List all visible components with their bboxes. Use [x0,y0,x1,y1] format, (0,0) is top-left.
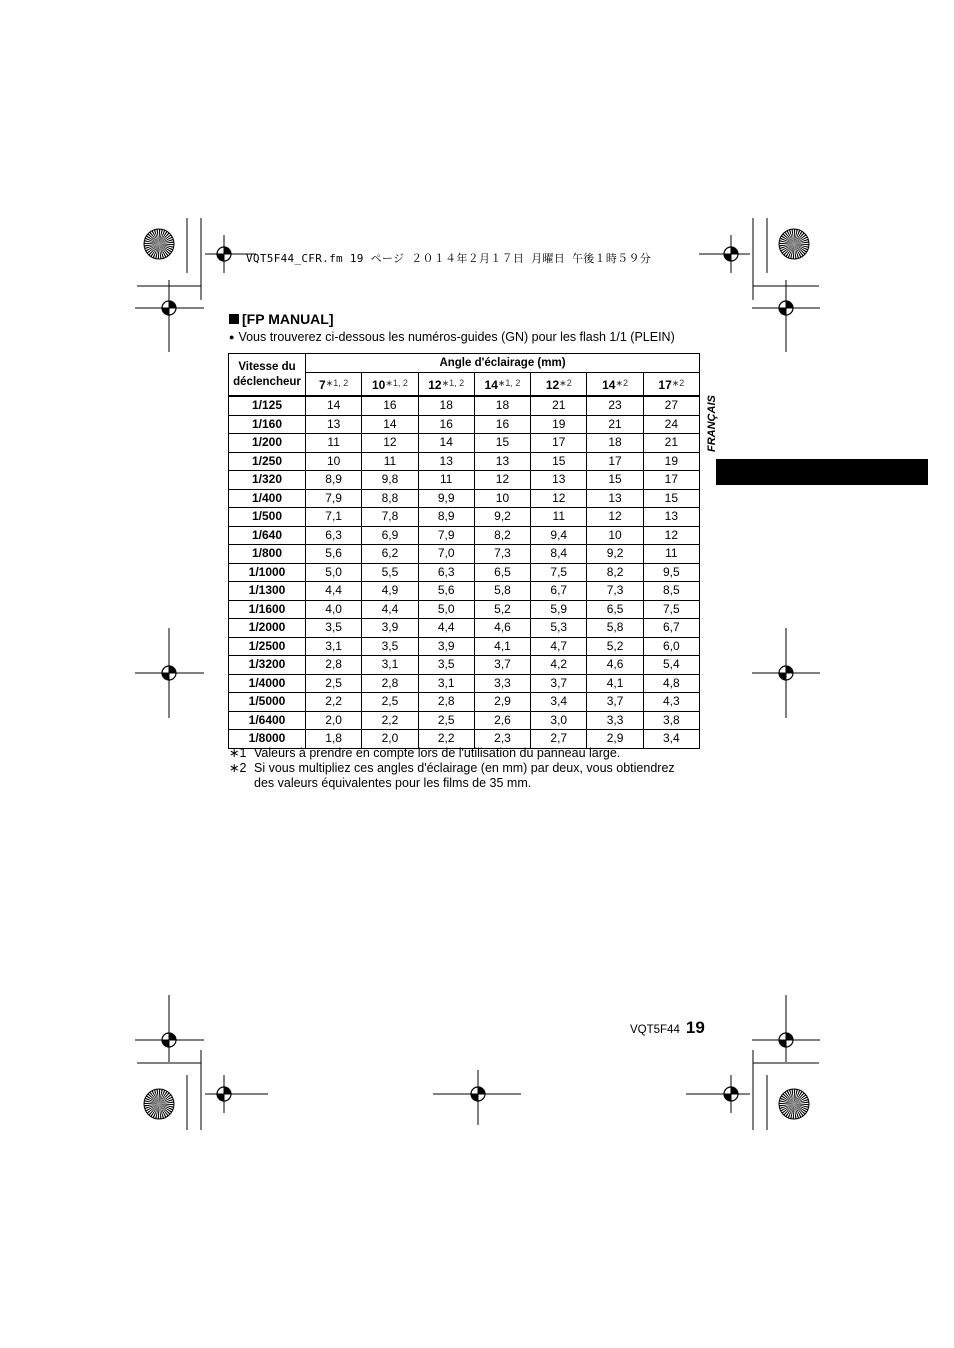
language-label: FRANÇAIS [706,395,718,452]
column-footnote-ref: ∗1, 2 [385,377,408,388]
angle-column-header [587,373,643,397]
guide-number-cell: 9,4 [531,526,587,545]
bullet-icon: ● [229,332,235,342]
shutter-speed-cell: 1/6400 [229,711,306,730]
column-footnote-ref: ∗2 [615,377,628,388]
guide-number-cell: 4,7 [531,637,587,656]
shutter-speed-cell: 1/1600 [229,600,306,619]
shutter-speed-cell: 1/4000 [229,674,306,693]
guide-number-cell: 8,9 [418,508,474,527]
guide-number-cell: 7,3 [474,545,530,564]
guide-number-cell: 27 [643,396,699,415]
guide-number-cell: 4,4 [362,600,418,619]
guide-number-cell: 11 [362,452,418,471]
guide-number-cell: 5,8 [587,619,643,638]
table-row [229,489,700,508]
square-bullet-icon [229,314,239,324]
model-code: VQT5F44 [630,1024,680,1036]
guide-number-cell: 3,7 [474,656,530,675]
table-row [229,619,700,638]
guide-number-cell: 2,0 [306,711,362,730]
guide-number-cell: 13 [643,508,699,527]
shutter-speed-cell: 1/8000 [229,730,306,749]
guide-number-cell: 13 [587,489,643,508]
guide-number-cell: 3,3 [587,711,643,730]
guide-number-cell: 4,1 [587,674,643,693]
guide-number-cell: 10 [474,489,530,508]
shutter-speed-cell: 1/400 [229,489,306,508]
guide-number-cell: 2,5 [418,711,474,730]
guide-number-cell: 17 [643,471,699,490]
guide-number-cell: 6,3 [306,526,362,545]
guide-number-cell: 11 [643,545,699,564]
guide-number-cell: 4,4 [418,619,474,638]
guide-number-cell: 21 [587,415,643,434]
guide-number-cell: 4,0 [306,600,362,619]
guide-number-cell: 2,8 [362,674,418,693]
guide-number-cell: 13 [531,471,587,490]
guide-number-cell: 5,5 [362,563,418,582]
guide-number-cell: 2,7 [531,730,587,749]
section-heading [229,311,334,327]
guide-number-cell: 7,3 [587,582,643,601]
shutter-speed-cell: 1/500 [229,508,306,527]
shutter-speed-cell: 1/320 [229,471,306,490]
guide-number-cell: 3,8 [643,711,699,730]
guide-number-cell: 2,2 [418,730,474,749]
table-row [229,508,700,527]
guide-number-cell: 19 [531,415,587,434]
shutter-speed-cell: 1/1000 [229,563,306,582]
guide-number-cell: 3,1 [362,656,418,675]
guide-number-cell: 3,4 [643,730,699,749]
guide-number-cell: 5,2 [474,600,530,619]
guide-number-cell: 6,0 [643,637,699,656]
page-number: 19 [685,1018,705,1037]
angle-column-header [474,373,530,397]
guide-number-cell: 8,8 [362,489,418,508]
guide-number-cell: 13 [418,452,474,471]
guide-number-cell: 4,2 [531,656,587,675]
guide-number-cell: 16 [474,415,530,434]
guide-number-cell: 6,2 [362,545,418,564]
guide-number-cell: 3,5 [418,656,474,675]
angle-column-header [362,373,418,397]
table-row [229,693,700,712]
guide-number-table [228,353,700,749]
guide-number-cell: 7,9 [418,526,474,545]
guide-number-cell: 15 [587,471,643,490]
footnote-marker: ∗2 [229,761,247,775]
shutter-speed-cell: 1/250 [229,452,306,471]
guide-number-cell: 7,5 [643,600,699,619]
file-header: VQT5F44_CFR.fm 19 ページ ２０１４年２月１７日 月曜日 午後１時５９分 [246,252,652,265]
guide-number-cell: 7,5 [531,563,587,582]
guide-number-cell: 12 [531,489,587,508]
guide-number-cell: 16 [362,396,418,415]
guide-number-cell: 11 [418,471,474,490]
guide-number-cell: 12 [362,434,418,453]
footnote-1 [229,746,620,761]
guide-number-cell: 12 [474,471,530,490]
guide-number-cell: 6,5 [587,600,643,619]
column-label: 14 [602,377,616,392]
guide-number-cell: 7,8 [362,508,418,527]
guide-number-cell: 3,9 [418,637,474,656]
guide-number-cell: 1,8 [306,730,362,749]
guide-number-cell: 18 [474,396,530,415]
guide-number-cell: 14 [306,396,362,415]
table-row [229,415,700,434]
guide-number-cell: 3,5 [362,637,418,656]
guide-number-cell: 4,8 [643,674,699,693]
guide-number-cell: 12 [587,508,643,527]
guide-number-cell: 3,1 [418,674,474,693]
guide-number-cell: 13 [474,452,530,471]
table-row [229,545,700,564]
guide-number-cell: 5,8 [474,582,530,601]
guide-number-cell: 5,9 [531,600,587,619]
guide-number-cell: 15 [531,452,587,471]
guide-number-cell: 9,2 [587,545,643,564]
guide-number-cell: 11 [531,508,587,527]
column-footnote-ref: ∗1, 2 [441,377,465,388]
guide-number-cell: 2,2 [362,711,418,730]
guide-number-cell: 6,3 [418,563,474,582]
guide-number-cell: 8,2 [587,563,643,582]
guide-number-cell: 4,3 [643,693,699,712]
guide-number-cell: 2,9 [587,730,643,749]
guide-number-cell: 18 [418,396,474,415]
angle-header: Angle d'éclairage (mm) [306,354,700,373]
guide-number-cell: 2,2 [306,693,362,712]
intro-label: Vous trouverez ci-dessous les numéros-guides (GN) pour les flash 1/1 (PLEIN) [238,330,675,344]
section-title: [FP MANUAL] [242,311,334,327]
column-label: 12 [545,377,560,392]
guide-number-cell: 17 [587,452,643,471]
column-label: 12 [428,377,442,392]
column-footnote-ref: ∗2 [671,377,685,388]
shutter-speed-cell: 1/800 [229,545,306,564]
guide-number-cell: 3,1 [306,637,362,656]
guide-number-cell: 4,4 [306,582,362,601]
guide-number-cell: 2,5 [306,674,362,693]
guide-number-cell: 11 [306,434,362,453]
guide-number-cell: 24 [643,415,699,434]
footnote-2 [229,761,675,791]
guide-number-cell: 14 [362,415,418,434]
guide-number-cell: 21 [531,396,587,415]
column-label: 14 [484,377,498,392]
shutter-speed-cell: 1/2000 [229,619,306,638]
guide-number-cell: 4,6 [587,656,643,675]
guide-number-cell: 4,1 [474,637,530,656]
column-footnote-ref: ∗2 [559,377,572,388]
table-row [229,674,700,693]
guide-number-cell: 5,0 [418,600,474,619]
guide-number-cell: 3,4 [531,693,587,712]
guide-number-cell: 13 [306,415,362,434]
shutter-speed-cell: 1/640 [229,526,306,545]
table-row [229,396,700,415]
guide-number-cell: 2,6 [474,711,530,730]
table-row [229,711,700,730]
table-row [229,656,700,675]
shutter-speed-cell: 1/5000 [229,693,306,712]
guide-number-cell: 9,8 [362,471,418,490]
guide-number-cell: 21 [643,434,699,453]
shutter-speed-cell: 1/1300 [229,582,306,601]
shutter-speed-cell: 1/2500 [229,637,306,656]
guide-number-cell: 10 [306,452,362,471]
shutter-speed-cell: 1/160 [229,415,306,434]
column-label: 10 [371,377,386,392]
guide-number-cell: 3,0 [531,711,587,730]
guide-number-cell: 7,9 [306,489,362,508]
angle-column-header [418,373,474,397]
guide-number-cell: 9,9 [418,489,474,508]
speed-header: Vitesse du déclencheur [229,354,306,397]
guide-number-cell: 8,4 [531,545,587,564]
guide-number-cell: 9,2 [474,508,530,527]
intro-text [229,330,675,344]
guide-number-cell: 3,7 [531,674,587,693]
guide-number-cell: 5,3 [531,619,587,638]
shutter-speed-cell: 1/125 [229,396,306,415]
footnote-marker: ∗1 [229,746,247,760]
guide-number-cell: 7,1 [306,508,362,527]
shutter-speed-cell: 1/200 [229,434,306,453]
guide-number-cell: 15 [643,489,699,508]
guide-number-cell: 6,9 [362,526,418,545]
guide-number-cell: 17 [531,434,587,453]
guide-number-cell: 8,5 [643,582,699,601]
table-row [229,452,700,471]
column-label: 7 [319,377,326,392]
guide-number-cell: 3,3 [474,674,530,693]
guide-number-cell: 2,3 [474,730,530,749]
guide-number-cell: 7,0 [418,545,474,564]
guide-number-cell: 12 [643,526,699,545]
table-row [229,434,700,453]
column-footnote-ref: ∗1, 2 [325,377,349,388]
guide-number-cell: 6,5 [474,563,530,582]
guide-number-cell: 3,7 [587,693,643,712]
guide-number-cell: 18 [587,434,643,453]
guide-number-cell: 3,5 [306,619,362,638]
angle-column-header [306,373,362,397]
guide-number-cell: 3,9 [362,619,418,638]
column-label: 17 [658,377,672,392]
table-row [229,471,700,490]
guide-number-cell: 5,6 [418,582,474,601]
angle-column-header [643,373,699,397]
guide-number-cell: 10 [587,526,643,545]
footnote-text-continued: des valeurs équivalentes pour les films de 35 mm. [254,776,532,790]
footnote-text: Valeurs à prendre en compte lors de l'utilisation du panneau large. [254,746,621,760]
table-row [229,563,700,582]
guide-number-cell: 5,6 [306,545,362,564]
guide-number-cell: 9,5 [643,563,699,582]
guide-number-cell: 2,8 [418,693,474,712]
table-row [229,600,700,619]
guide-number-cell: 5,0 [306,563,362,582]
guide-number-cell: 4,9 [362,582,418,601]
table-row [229,637,700,656]
page-footer [630,1018,705,1038]
guide-number-cell: 8,2 [474,526,530,545]
column-footnote-ref: ∗1, 2 [497,377,521,388]
guide-number-cell: 2,9 [474,693,530,712]
guide-number-cell: 4,6 [474,619,530,638]
guide-number-cell: 2,5 [362,693,418,712]
guide-number-cell: 2,8 [306,656,362,675]
guide-number-cell: 6,7 [531,582,587,601]
table-row [229,582,700,601]
guide-number-cell: 23 [587,396,643,415]
table-row [229,526,700,545]
language-tab-bar [716,459,928,485]
guide-number-cell: 2,0 [362,730,418,749]
guide-number-cell: 19 [643,452,699,471]
guide-number-cell: 14 [418,434,474,453]
guide-number-cell: 5,2 [587,637,643,656]
guide-number-cell: 16 [418,415,474,434]
angle-column-header [531,373,587,397]
guide-number-cell: 15 [474,434,530,453]
guide-number-cell: 8,9 [306,471,362,490]
guide-number-cell: 6,7 [643,619,699,638]
shutter-speed-cell: 1/3200 [229,656,306,675]
guide-number-cell: 5,4 [643,656,699,675]
footnote-text: Si vous multipliez ces angles d'éclairage (en mm) par deux, vous obtiendrez [254,761,675,775]
